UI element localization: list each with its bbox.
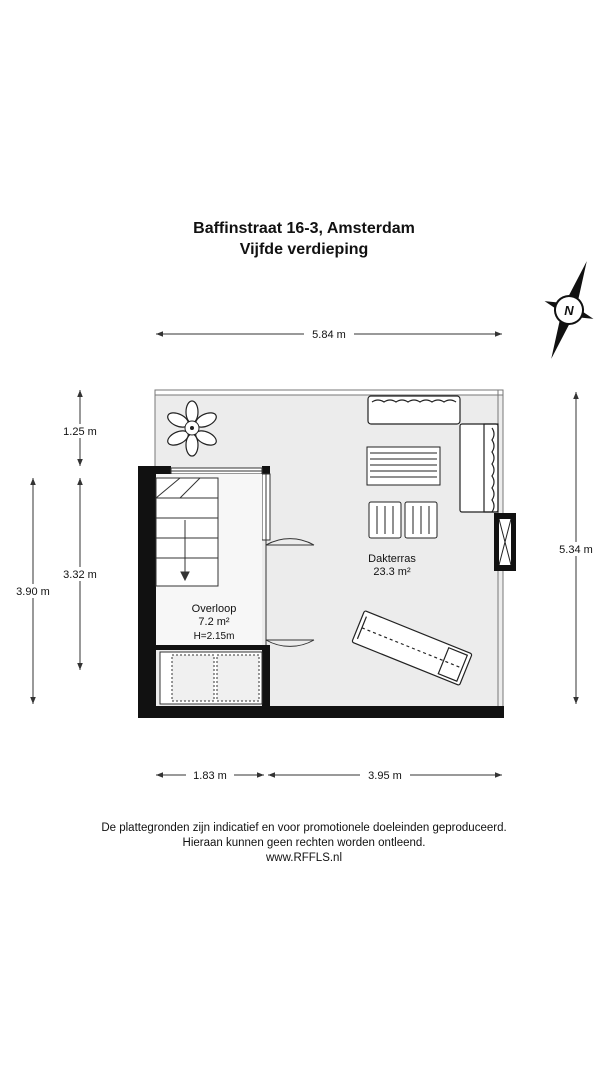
disclaimer-link[interactable]: www.RFFLS.nl [265, 852, 343, 864]
compass-letter: N [564, 303, 574, 318]
outdoor-table [367, 447, 440, 485]
disclaimer-line-2: Hieraan kunnen geen rechten worden ontleend. [182, 837, 426, 849]
dim-right-total: 5.34 m [559, 544, 593, 556]
dim-top-width: 5.84 m [312, 329, 346, 341]
roof-vent [494, 513, 516, 571]
landing-height: H=2.15m [193, 631, 235, 642]
dim-left-total: 3.90 m [16, 586, 50, 598]
landing-name: Overloop [191, 603, 237, 615]
terrace-name: Dakterras [368, 553, 416, 565]
plan-title: Baffinstraat 16-3, Amsterdam [193, 220, 415, 237]
storage-cabinets [160, 652, 262, 704]
landing-area: 7.2 m² [198, 616, 230, 628]
dim-left-upper: 1.25 m [63, 426, 97, 438]
dim-bottom-right: 3.95 m [368, 770, 402, 782]
terrace-area: 23.3 m² [373, 566, 411, 578]
disclaimer-line-1: De plattegronden zijn indicatief en voor promotionele doeleinden geproduceerd. [101, 822, 507, 834]
dim-bottom-left: 1.83 m [193, 770, 227, 782]
staircase [156, 478, 218, 586]
floor-subtitle: Vijfde verdieping [239, 241, 369, 258]
dim-left-middle: 3.32 m [63, 569, 97, 581]
